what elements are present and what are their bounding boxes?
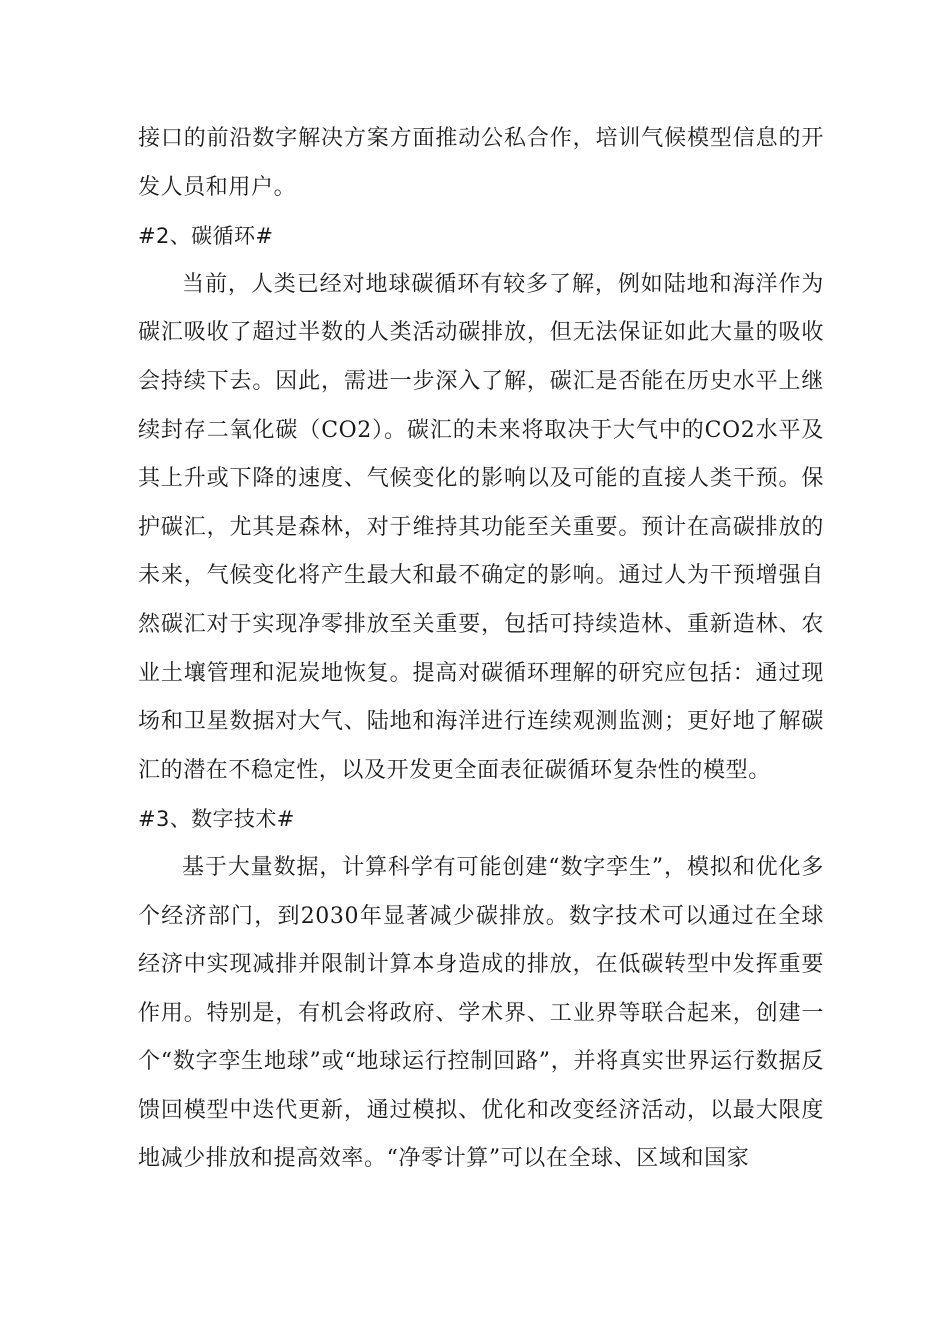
- section-heading-carbon-cycle: #2、碳循环#: [138, 224, 274, 249]
- paragraph-digital-technology: 基于大量数据，计算科学有可能创建“数字孪生”，模拟和优化多个经济部门，到2030年显著减少碳排放。数字技术可以通过在全球经济中实现减排并限制计算本身造成的排放，在低碳转型中发挥重要作用。特别是，有机会将政府、学术界、工业界等联合起来，创建一个“数字孪生地球”或“地球运行控制回路”，并将真实世界运行数据反馈回模型中迭代更新，通过模拟、优化和改变经济活动，以最大限度地减少排放和提高效率。“净零计算”可以在全球、区域和国家: [138, 854, 824, 1172]
- paragraph-carbon-cycle: 当前，人类已经对地球碳循环有较多了解，例如陆地和海洋作为碳汇吸收了超过半数的人类活动碳排放，但无法保证如此大量的吸收会持续下去。因此，需进一步深入了解，碳汇是否能在历史水平上继续封存二氧化碳（CO2）。碳汇的未来将取决于大气中的CO2水平及其上升或下降的速度、气候变化的影响以及可能的直接人类干预。保护碳汇，尤其是森林，对于维持其功能至关重要。预计在高碳排放的未来，气候变化将产生最大和最不确定的影响。通过人为干预增强自然碳汇对于实现净零排放至关重要，包括可持续造林、重新造林、农业土壤管理和泥炭地恢复。提高对碳循环理解的研究应包括：通过现场和卫星数据对大气、陆地和海洋进行连续观测监测；更好地了解碳汇的潜在不稳定性，以及开发更全面表征碳循环复杂性的模型。: [138, 271, 824, 783]
- paragraph-intro-continuation: 接口的前沿数字解决方案方面推动公私合作，培训气候模型信息的开发人员和用户。: [138, 126, 824, 200]
- section-heading-digital-technology: #3、数字技术#: [138, 807, 295, 832]
- document-body: [138, 115, 824, 1184]
